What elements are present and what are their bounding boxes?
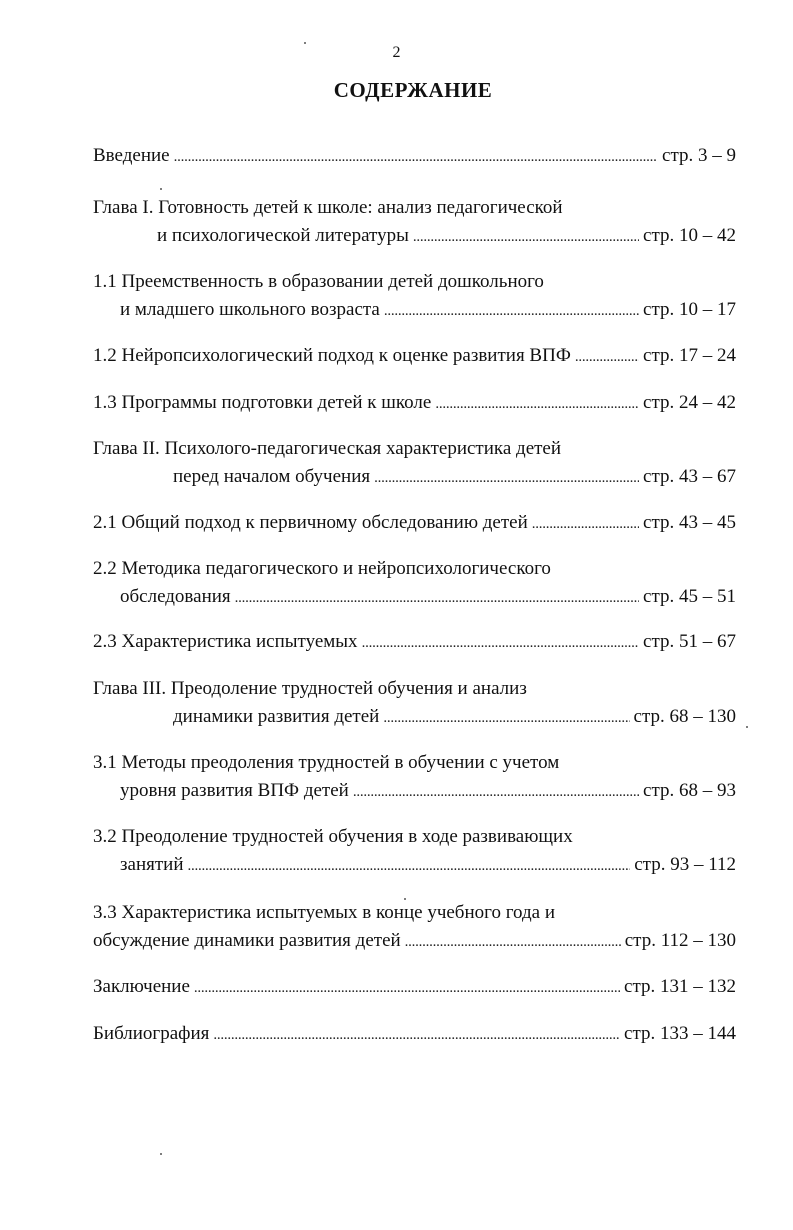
- dot-leader: [235, 584, 639, 612]
- toc-entry-pages: стр. 43 – 45: [643, 512, 736, 533]
- toc-entry-pages: стр. 68 – 130: [633, 706, 736, 727]
- toc-entry-title: 1.3 Программы подготовки детей к школе: [93, 392, 432, 413]
- scan-speck: [160, 188, 162, 190]
- toc-entry-title: Библиография: [93, 1023, 210, 1044]
- toc-entry-title: 3.2 Преодоление трудностей обучения в ходе развивающих: [93, 826, 573, 847]
- toc-entry-title: Заключение: [93, 976, 190, 997]
- toc-entry-pages: стр. 17 – 24: [643, 345, 736, 366]
- toc-entry-title-continued: и младшего школьного возраста: [120, 299, 380, 320]
- toc-entry-pages: стр. 24 – 42: [643, 392, 736, 413]
- toc-entry-title: 2.3 Характеристика испытуемых: [93, 631, 358, 652]
- toc-entry-section-2-1[interactable]: [93, 509, 736, 537]
- toc-entry-title-continued: занятий: [120, 854, 184, 875]
- toc-entry-title-continued: и психологической литературы: [157, 225, 409, 246]
- toc-entry-section-1-3[interactable]: [93, 389, 736, 417]
- toc-entry-pages: стр. 131 – 132: [624, 976, 736, 997]
- dot-leader: [374, 464, 639, 492]
- toc-entry-title: Глава I. Готовность детей к школе: анализ педагогической: [93, 197, 563, 218]
- toc-entry-pages: стр. 3 – 9: [662, 145, 736, 166]
- toc-entry-section-2-3[interactable]: [93, 628, 736, 656]
- toc-entry-title: 1.1 Преемственность в образовании детей дошкольного: [93, 271, 544, 292]
- toc-entry-pages: стр. 10 – 17: [643, 299, 736, 320]
- dot-leader: [413, 223, 639, 251]
- toc-entry-pages: стр. 93 – 112: [634, 854, 736, 875]
- toc-entry-chapter-2[interactable]: [93, 435, 736, 491]
- dot-leader: [213, 1021, 620, 1049]
- toc-entry-pages: стр. 68 – 93: [643, 780, 736, 801]
- toc-entry-title-continued: уровня развития ВПФ детей: [120, 780, 349, 801]
- toc-entry-title-continued: обсуждение динамики развития детей: [93, 930, 401, 951]
- toc-entry-title: Глава III. Преодоление трудностей обучения и анализ: [93, 678, 527, 699]
- toc-entry-title: Глава II. Психолого-педагогическая характеристика детей: [93, 438, 562, 459]
- dot-leader: [362, 629, 639, 657]
- toc-entry-title: 3.1 Методы преодоления трудностей в обучении с учетом: [93, 752, 560, 773]
- toc-entry-section-3-3[interactable]: [93, 899, 736, 955]
- page-number: 2: [392, 44, 401, 61]
- dot-leader: [384, 297, 639, 325]
- scan-speck: [746, 726, 748, 728]
- toc-entry-title-continued: обследования: [120, 586, 231, 607]
- toc-entry-bibliography[interactable]: [93, 1020, 736, 1048]
- dot-leader: [194, 974, 620, 1002]
- toc-entry-section-1-1[interactable]: [93, 268, 736, 324]
- dot-leader: [353, 778, 639, 806]
- dot-leader: [435, 390, 639, 418]
- toc-entry-title: 2.2 Методика педагогического и нейропсихологического: [93, 558, 551, 579]
- dot-leader: [532, 510, 639, 538]
- scan-speck: [160, 1153, 162, 1155]
- scan-speck: [404, 898, 406, 900]
- toc-entry-title: 2.1 Общий подход к первичному обследованию детей: [93, 512, 528, 533]
- toc-entry-title-continued: динамики развития детей: [173, 706, 380, 727]
- toc-entry-pages: стр. 10 – 42: [643, 225, 736, 246]
- dot-leader: [575, 343, 639, 371]
- dot-leader: [405, 928, 621, 956]
- dot-leader: [174, 143, 658, 171]
- dot-leader: [188, 852, 631, 880]
- toc-entry-section-3-2[interactable]: [93, 823, 736, 879]
- toc-entry-pages: стр. 133 – 144: [624, 1023, 736, 1044]
- toc-entry-title-continued: перед началом обучения: [173, 466, 371, 487]
- toc-entry-pages: стр. 43 – 67: [643, 466, 736, 487]
- toc-entry-intro[interactable]: [93, 142, 736, 170]
- toc-entry-section-1-2[interactable]: [93, 342, 736, 370]
- toc-entry-pages: стр. 45 – 51: [643, 586, 736, 607]
- toc-entry-title: 3.3 Характеристика испытуемых в конце учебного года и: [93, 902, 556, 923]
- toc-entry-pages: стр. 112 – 130: [624, 930, 736, 951]
- toc-entry-chapter-3[interactable]: [93, 675, 736, 731]
- toc-entry-title: 1.2 Нейропсихологический подход к оценке развития ВПФ: [93, 345, 571, 366]
- toc-entry-section-2-2[interactable]: [93, 555, 736, 611]
- toc-entry-chapter-1[interactable]: [93, 194, 736, 250]
- toc-entry-title: Введение: [93, 145, 170, 166]
- page-title: СОДЕРЖАНИЕ: [333, 78, 493, 102]
- dot-leader: [383, 704, 629, 732]
- toc-entry-conclusion[interactable]: [93, 973, 736, 1001]
- toc-entry-pages: стр. 51 – 67: [643, 631, 736, 652]
- toc-entry-section-3-1[interactable]: [93, 749, 736, 805]
- scan-speck: [304, 42, 306, 44]
